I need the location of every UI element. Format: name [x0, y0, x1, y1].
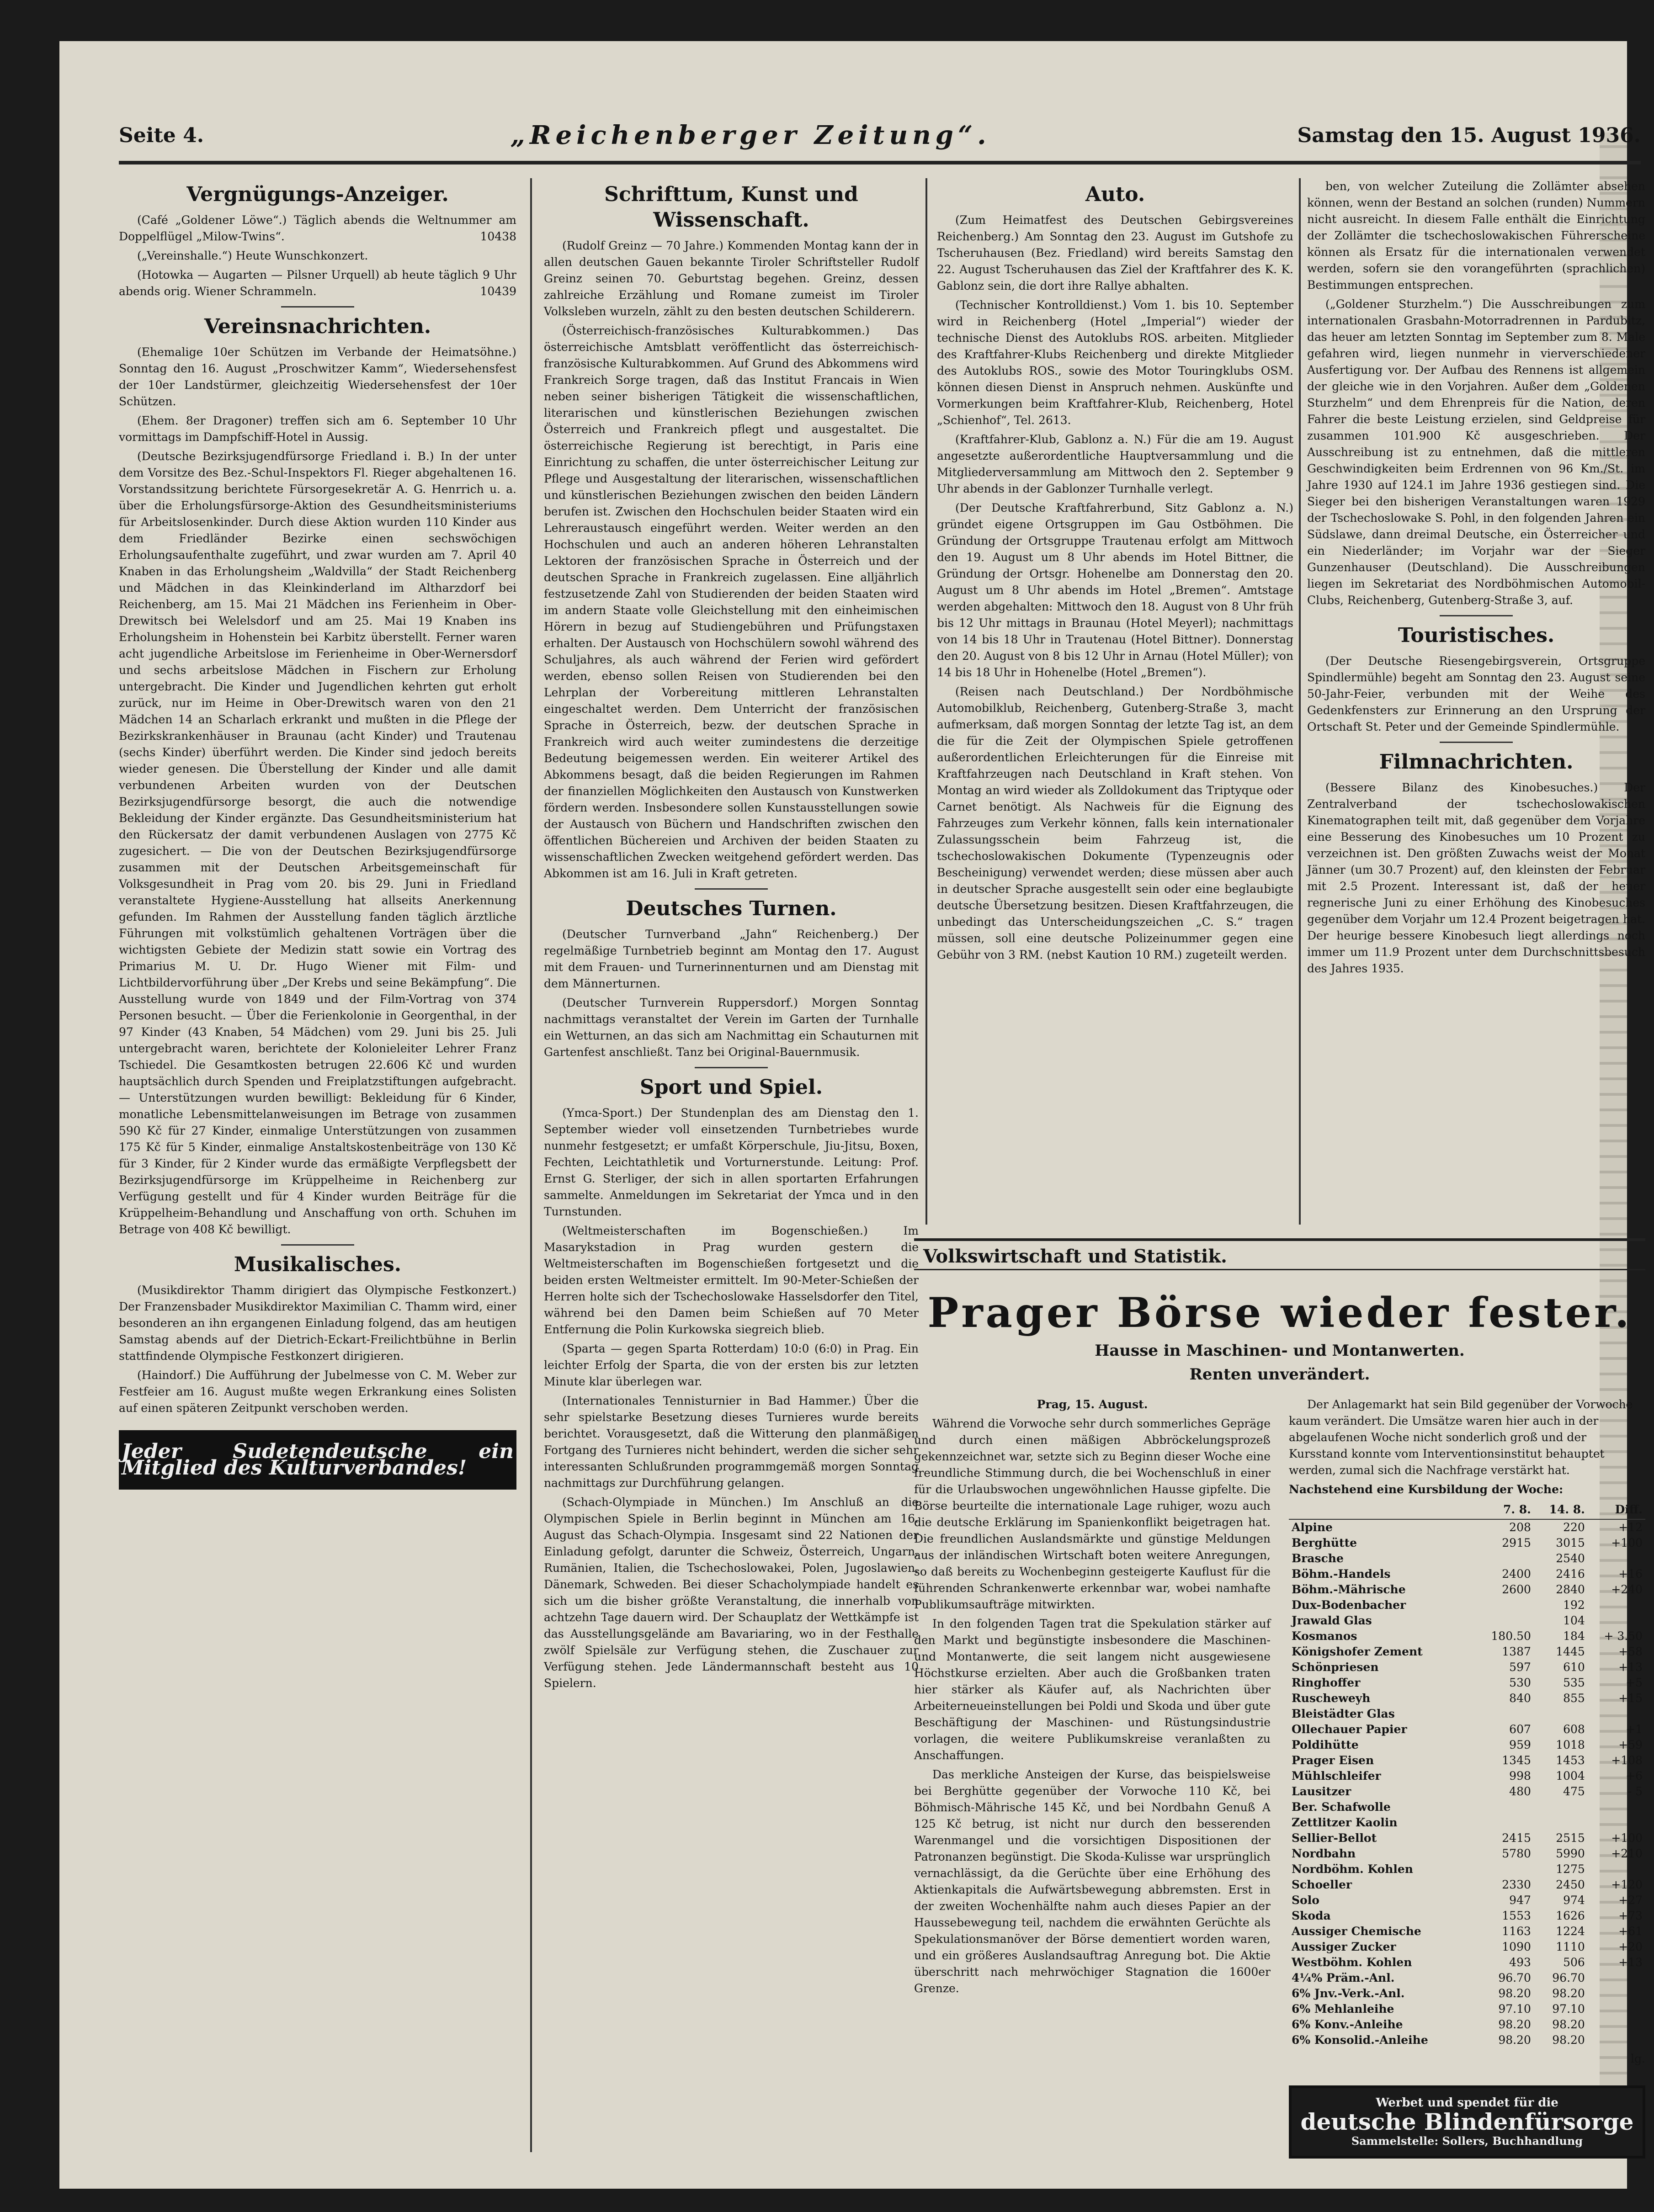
stock-value: +59 — [1618, 1738, 1643, 1751]
stock-name: Schoeller — [1292, 1878, 1352, 1891]
stock-value: 2915 — [1502, 1536, 1531, 1549]
stock-value: 3015 — [1556, 1536, 1585, 1549]
stock-value: 1275 — [1556, 1862, 1585, 1876]
stock-value: 608 — [1563, 1723, 1585, 1736]
table-row — [1289, 1939, 1645, 1955]
column-2 — [544, 178, 919, 2152]
column-1 — [119, 178, 516, 2152]
stock-value — [1474, 1551, 1534, 1566]
table-row — [1289, 1613, 1645, 1628]
article-paragraph: (Zum Heimatfest des Deutschen Gebirgsvereines Reichenberg.) Am Sonntag den 23. August im Gutshofe zu Tscheruhausen (Bez. Friedland) wird bereits Samstag den 22. August Tscheruhausen das Ziel der Kraftfahrer des K. K. Gablonz sein, die dort ihre Rallye abhalten. — [937, 213, 1293, 292]
newspaper-title: „Reichenberger Zeitung“. — [510, 120, 991, 150]
article-paragraph: (Deutscher Turnverband „Jahn“ Reichenberg.) Der regelmäßige Turnbetrieb beginnt am Montag den 17. August mit dem Frauen- und Turnerinnenturnen und am Dienstag mit dem Männerturnen. — [544, 928, 919, 990]
stock-value: 98.20 — [1552, 2033, 1585, 2047]
stock-name: Sellier-Bellot — [1292, 1831, 1377, 1845]
stock-value: +13 — [1618, 1660, 1643, 1674]
table-row — [1289, 1924, 1645, 1939]
table-row — [1289, 1737, 1645, 1753]
ad-line: Werbet und spendet für die — [1376, 2096, 1558, 2110]
table-row — [1289, 1706, 1645, 1722]
table-header-row — [1289, 1501, 1645, 1519]
table-row — [1289, 1582, 1645, 1597]
issue-date: Samstag den 15. August 1936. — [1297, 123, 1641, 147]
article-paragraph: (Der Deutsche Riesengebirgsverein, Ortsgruppe Spindlermühle) begeht am Sonntag den 23. August seine 50-Jahr-Feier, verbunden mit der Weihe des Gedenkfensters zur Erinnerung an den Ursprung der Ortschaft St. Peter und der Gemeinde Spindlermühle. — [1307, 654, 1645, 733]
divider — [1440, 615, 1513, 616]
stock-table — [1289, 1501, 1645, 2048]
article-paragraph: (Deutsche Bezirksjugendfürsorge Friedland i. B.) In der unter dem Vorsitze des Bez.-Schul-Inspektors Fl. Rieger abgehaltenen 16. Vorstandssitzung berichtete Fürsorgesekretär A. G. Henrrich u. a. über die Erholungsfürsorge-Aktion des Gesundheitsministeriums für Arbeitslosenkinder. Durch diese Aktion wurden 110 Kinder aus dem Friedländer Bezirke einen sechswöchigen Erholungsaufenthalte zugeführt, und zwar wurden am 7. April 40 Knaben in das Erholungsheim „Waldvilla“ der Stadt Reichenberg und Mädchen in das Kleinkinderland im Altharzdorf bei Reichenberg, am 15. Mai 21 Mädchen ins Ferienheim in Ober-Drewitsch bei Welelsdorf und am 25. Mai 19 Knaben ins Erholungsheim in Hohenstein bei Karbitz überstellt. Ferner waren acht jugendliche Arbeitslose im Ferienheime in Ober-Wernersdorf und sechs arbeitslose Mädchen in Fischern zur Erholung untergebracht. Die Kinder und Jugendlichen kehrten gut erholt zurück, nur im Heime in Ober-Drewitsch waren von den 21 Mädchen 14 an Scharlach erkrankt und mußten in die Pflege der Bezirkskrankenhäuser in Braunau (acht Kinder) und Trautenau (sechs Kinder) überführt werden. Die Kinder sind jedoch bereits wieder genesen. Die Überstellung der Kinder und alle damit verbundenen Arbeiten wurden von der Deutschen Bezirksjugendfürsorge besorgt, die auch die notwendige Bekleidung der Kinder ergänzte. Das Gesundheitsministerium hat den Rückersatz der damit verbundenen Auslagen von 2775 Kč zugesichert. — Die von der Deutschen Bezirksjugendfürsorge zusammen mit der Deutschen Arbeitsgemeinschaft für Volksgesundheit in Prag vom 20. bis 29. Juni in Friedland veranstaltete Hygiene-Ausstellung hat allseits Anerkennung gefunden. Im Rahmen der Ausstellung fanden täglich ärztliche Führungen mit volkstümlich gehaltenen Vorträgen über die wichtigsten Gebiete der Medizin statt sowie ein Vortrag des Primarius M. U. Dr. Hugo Wiener mit Film- und Lichtbildervorführung über „Der Krebs und seine Bekämpfung“. Die Ausstellung wurde von 1849 und der Film-Vortrag von 374 Personen besucht. — Über die Ferienkolonie in Georgenthal, in der 97 Kinder (43 Knaben, 54 Mädchen) vom 29. Juni bis 25. Juli untergebracht waren, berichtete der Kolonieleiter Lehrer Franz Tschiedel. Die Gesamtkosten betrugen 22.606 Kč und wurden hauptsächlich durch Spenden und Freiplatzstiftungen aufgebracht. — Unterstützungen wurden bewilligt: Bekleidung für 6 Kinder, monatliche Lebensmittelanweisungen im Betrage von zusammen 590 Kč für 27 Kinder, einmalige Unterstützungen von zusammen 175 Kč für 5 Kinder, einmalige Anstaltskostenbeiträge von 130 Kč für 3 Kinder, für 2 Kinder wurde das ermäßigte Verpflegsbett der Bezirksjugendfürsorge im Krüppelheime in Reichenberg zur Verfügung gestellt und für 4 Kinder wurden Beiträge für die Krüppelheim-Behandlung und Anschaffung von orth. Schuhen im Betrage von 408 Kč bewilligt. — [119, 450, 516, 1236]
stock-value: +16 — [1618, 1567, 1643, 1581]
stock-name: 6% Konv.-Anleihe — [1292, 2018, 1403, 2031]
article-paragraph: („Vereinshalle.“) Heute Wunschkonzert. — [137, 249, 368, 262]
table-row — [1289, 1519, 1645, 1535]
ad-line: Sammelstelle: Sollers, Buchhandlung — [1351, 2134, 1583, 2148]
article-paragraph: („Goldener Sturzhelm.“) Die Ausschreibungen zum internationalen Grasbahn-Motorradrennen in Pardubitz, das heuer am letzten Sonntag im September zum 8. Male gefahren wird, liegen nunmehr in vierverschiedener Ausfertigung vor. Der Aufbau des Rennens ist allgemein der gleiche wie in den Vorjahren. Außer dem „Goldenen Sturzhelm“ und dem Ehrenpreis für die Nation, deren Fahrer die beste Leistung erzielen, sind Geldpreise für zusammen 101.900 Kč ausgeschrieben. Der Ausschreibung ist zu entnehmen, daß die mittleren Geschwindigkeiten beim Erdrennen von 96 Km./St. im Jahre 1930 auf 124.1 im Jahre 1936 gestiegen sind. Die Sieger bei den bisherigen Veranstaltungen waren 1929 der Tschechoslowake S. Pohl, in den folgenden Jahren ein Südslawe, dann dreimal Deutsche, ein Österreicher und ein Niederländer; im Vorjahr war der Sieger Gunzenhauser (Deutschland). Die Ausschreibungen liegen im Sekretariat des Nordböhmischen Automobil-Clubs, Reichenberg, Gutenberg-Straße 3, auf. — [1307, 297, 1645, 607]
stock-name: Poldihütte — [1292, 1738, 1359, 1751]
stock-name: Mühlschleifer — [1292, 1769, 1381, 1782]
section-title: Musikalisches. — [234, 1253, 402, 1276]
stock-value: 840 — [1509, 1692, 1531, 1705]
section-title: Vergnügungs-Anzeiger. — [186, 183, 449, 206]
stock-value: 2450 — [1556, 1878, 1585, 1891]
stock-name: 6% Mehlanleihe — [1292, 2002, 1394, 2016]
stock-value — [1588, 1986, 1645, 2001]
stock-name: Nordbahn — [1292, 1847, 1356, 1860]
stock-name: Aussiger Chemische — [1292, 1925, 1421, 1938]
article-paragraph: Das merkliche Ansteigen der Kurse, das beispielsweise bei Berghütte gegenüber der Vorwoche 110 Kč, bei Böhmisch-Mährische 145 Kč, und bei Nordbahn Genuß A 125 Kč betrug, ist nicht nur durch den besserenden Warenmangel und die vorsichtigen Dispositionen der Patronanzen begünstigt. Die Skoda-Kulisse war ursprünglich vernachlässigt, da die Gerüchte über eine Erhöhung des Aktienkapitals die Aufwärtsbewegung abbremsten. Erst in der zweiten Wochenhälfte nahm auch dieses Papier an der Haussebewegung teil, nachdem die erwähnten Gerüchte als Spekulationsmanöver der Börse dementiert worden waren, und ein größeres Auslandsauftrag Anregung bot. Die Aktie überschritt nach mehrwöchiger Stagnation die 1600er Grenze. — [914, 1768, 1271, 1995]
subheadline: Hausse in Maschinen- und Montanwerten. — [1095, 1342, 1465, 1360]
stock-value: +20 — [1618, 1940, 1643, 1953]
stock-value: 535 — [1563, 1676, 1585, 1689]
stock-value — [1534, 1706, 1588, 1722]
article-paragraph: (Reisen nach Deutschland.) Der Nordböhmische Automobilklub, Reichenberg, Gutenberg-Straße 3, macht aufmerksam, daß morgen Sonntag der letzte Tag ist, an dem die für die Zeit der Olympischen Spiele getroffenen außerordentlichen Erleichterungen für die Einreise mit Kraftfahrzeugen nach Deutschland in Kraft stehen. Von Montag an wird wieder als Zolldokument das Triptyque oder Carnet benötigt. Als Nachweis für die Eignung des Fahrzeuges zum Verkehr können, falls kein internationaler Zulassungsschein beim Fahrzeug ist, die tschechoslowakischen Dokumente (Typenzeugnis oder Bescheinigung) verwendet werden; diese müssen aber auch in deutscher Sprache ausgestellt sein oder eine beglaubigte deutsche Übersetzung besitzen. Diesen Kraftfahrzeugen, die unbedingt das Unterscheidungszeichen „C. S.“ tragen müssen, soll eine deutsche Polizeinummer gegen eine Gebühr von 3 RM. (nebst Kaution 10 RM.) zugeteilt werden. — [937, 685, 1293, 961]
stock-value: 1387 — [1502, 1645, 1531, 1658]
stock-value: +100 — [1611, 1831, 1643, 1845]
stock-value: 98.20 — [1498, 1987, 1531, 2000]
divider — [281, 1244, 354, 1246]
table-row — [1289, 1893, 1645, 1908]
article-paragraph: (Ehemalige 10er Schützen im Verbande der Heimatsöhne.) Sonntag den 16. August „Proschwitzer Kamm“, Wiedersehensfest der 10er Landstürmer, gleichzeitig Wiedersehensfest der 10er Schützen. — [119, 345, 516, 408]
stock-value: 2416 — [1556, 1567, 1585, 1581]
stock-value: 5780 — [1502, 1847, 1531, 1860]
stock-value: 1626 — [1556, 1909, 1585, 1922]
stock-value: + 3.50 — [1604, 1629, 1643, 1643]
table-row — [1289, 1722, 1645, 1737]
stock-value: +100 — [1611, 1536, 1643, 1549]
divider — [281, 306, 354, 308]
stock-name: Brasche — [1292, 1552, 1344, 1565]
column-header — [1289, 1501, 1474, 1519]
stock-value: +210 — [1611, 1847, 1643, 1860]
subheadline: Renten unverändert. — [1189, 1365, 1370, 1384]
stock-value: 2330 — [1502, 1878, 1531, 1891]
article-paragraph: (Deutscher Turnverein Ruppersdorf.) Morgen Sonntag nachmittags veranstaltet der Verein im Garten der Turnhalle ein Wetturnen, an das sich am Nachmittag ein Schauturnen mit Gartenfest anschließt. Tanz bei Original-Bauernmusik. — [544, 996, 919, 1059]
stock-value: 597 — [1509, 1660, 1531, 1674]
stock-value: +73 — [1618, 1909, 1643, 1922]
stock-value — [1588, 1799, 1645, 1815]
kulturverband-ad: Jeder Sudetendeutsche ein Mitglied des Kulturverbandes! — [119, 1430, 516, 1490]
table-row — [1289, 1908, 1645, 1924]
article-paragraph: (Technischer Kontrolldienst.) Vom 1. bis 10. September wird in Reichenberg (Hotel „Imperial“) wieder der technische Dienst des Autoklubs ROS. arbeiten. Mitglieder des Kraftfahrer-Klubs Reichenberg und direkte Mitglieder des Autoklubs ROS., sowie des Motor Touringklubs OSM. können diesen Dienst in Anspruch nehmen. Auskünfte und Vormerkungen beim Kraftfahrer-Klub, Reichenberg, Hotel „Schienhof“, Tel. 2613. — [937, 298, 1293, 427]
section-title: Filmnachrichten. — [1379, 750, 1574, 774]
column-header: 14. 8. — [1534, 1501, 1588, 1519]
stock-value: 2540 — [1556, 1552, 1585, 1565]
table-row — [1289, 1660, 1645, 1675]
ad-line: deutsche Blindenfürsorge — [1300, 2108, 1634, 2135]
stock-value — [1588, 1597, 1645, 1613]
stock-value — [1474, 1815, 1534, 1830]
stock-name: Aussiger Zucker — [1292, 1940, 1396, 1953]
stock-name: Kosmanos — [1292, 1629, 1357, 1643]
stock-value: 2600 — [1502, 1583, 1531, 1596]
column-3 — [937, 178, 1293, 1220]
stock-value: 1004 — [1556, 1769, 1585, 1782]
stock-name: Jrawald Glas — [1292, 1614, 1372, 1627]
section-title: Deutsches Turnen. — [626, 897, 837, 920]
stock-value: 208 — [1509, 1521, 1531, 1534]
article-paragraph: (Der Deutsche Kraftfahrerbund, Sitz Gablonz a. N.) gründet eigene Ortsgruppen im Gau Ostböhmen. Die Gründung der Ortsgruppe Trautenau erfolgt am Mittwoch den 19. August um 8 Uhr abends im Hotel Bittner, die Gründung der Ortsgr. Hohenelbe am Donnerstag den 20. August um 8 Uhr abends im Hotel „Bremen“. Amtstage werden abgehalten: Mittwoch den 18. August von 8 Uhr früh bis 12 Uhr mittags in Braunau (Hotel Meyerl); nachmittags von 14 bis 18 Uhr in Trautenau (Hotel Bittner). Donnerstag den 20. August von 8 bis 12 Uhr in Arnau (Hotel Müller); von 14 bis 18 Uhr in Hohenelbe (Hotel „Bremen“). — [937, 501, 1293, 679]
market-table-column — [1289, 1396, 1645, 2159]
section-title: Sport und Spiel. — [639, 1076, 823, 1099]
stock-name: Prager Eisen — [1292, 1754, 1374, 1767]
article-paragraph: (Ymca-Sport.) Der Stundenplan des am Dienstag den 1. September wieder voll einsetzenden Turnbetriebes wurde nunmehr festgesetzt; er umfaßt Körperschule, Jiu-Jitsu, Boxen, Fechten, Leichtathletik und Vorturnerstunde. Leitung: Prof. Ernst G. Sterliger, der sich in allen sportarten Erfahrungen sammelte. Anmeldungen im Sekretariat der Ymca und in den Turnstunden. — [544, 1106, 919, 1218]
stock-value: 1110 — [1556, 1940, 1585, 1953]
stock-value: +13 — [1618, 1956, 1643, 1969]
table-row — [1289, 1566, 1645, 1582]
article-paragraph: (Kraftfahrer-Klub, Gablonz a. N.) Für die am 19. August angesetzte außerordentliche Hauptversammlung und die Mitgliederversammlung am Mittwoch den 2. September 9 Uhr abends in der Gablonzer Turnhalle verlegt. — [937, 433, 1293, 495]
table-row — [1289, 1955, 1645, 1970]
table-row — [1289, 1846, 1645, 1862]
table-row — [1289, 1970, 1645, 1986]
stock-name: 4¼% Präm.-Anl. — [1292, 1971, 1395, 1984]
stock-value: +240 — [1611, 1583, 1643, 1596]
stock-name: Nordböhm. Kohlen — [1292, 1862, 1413, 1876]
section-title: Schrifttum, Kunst und Wissenschaft. — [604, 183, 858, 232]
stock-name: Ber. Schafwolle — [1292, 1800, 1391, 1814]
column-rule — [1299, 178, 1301, 1225]
masthead — [119, 110, 1641, 164]
table-row — [1289, 2032, 1645, 2048]
column-4 — [1307, 178, 1645, 1220]
column-rule — [925, 178, 927, 1225]
table-row — [1289, 1644, 1645, 1660]
article-paragraph: Während die Vorwoche sehr durch sommerliches Gepräge und durch einen mäßigen Abbröckelungsprozeß gekennzeichnet war, setzte sich zu Beginn dieser Woche eine freundliche Stimmung durch, die bei Wochenschluß in einer für die Urlaubswochen ungewöhnlichen Hausse gipfelte. Die Börse beurteilte die internationale Lage ruhiger, wozu auch die deutsche Erklärung im Spanienkonflikt beigetragen hat. Die freundlichen Auslandsmärkte und günstige Meldungen aus der inländischen Wirtschaft boten weitere Anregungen, so daß bereits zu Wochenbeginn gesteigerte Kauflust für die führenden Schrankenwerte erkennbar war, wobei namhafte Publikumsaufträge mitwirkten. — [914, 1417, 1271, 1611]
stock-name: Böhm.-Mährische — [1292, 1583, 1406, 1596]
stock-value — [1588, 2017, 1645, 2032]
table-row — [1289, 1535, 1645, 1551]
stock-value: 97.10 — [1552, 2002, 1585, 2016]
table-row — [1289, 1768, 1645, 1784]
stock-value: 98.20 — [1498, 2033, 1531, 2047]
stock-value — [1534, 1815, 1588, 1830]
divider — [1440, 742, 1513, 743]
stock-value — [1474, 1706, 1534, 1722]
market-report — [914, 1396, 1271, 2159]
article-paragraph: (Ehem. 8er Dragoner) treffen sich am 6. September 10 Uhr vormittags im Dampfschiff-Hotel in Aussig. — [119, 414, 516, 444]
stock-name: 6% Konsolid.-Anleihe — [1292, 2033, 1428, 2047]
stock-value: 1453 — [1556, 1754, 1585, 1767]
stock-name: Westböhm. Kohlen — [1292, 1956, 1412, 1969]
stock-value: +12 — [1618, 1521, 1643, 1534]
newspaper-page — [59, 41, 1645, 2189]
article-paragraph: (Hotowka — Augarten — Pilsner Urquell) ab heute täglich 9 Uhr abends orig. Wiener Schrammeln. 10439 — [119, 268, 516, 298]
article-paragraph: (Musikdirektor Thamm dirigiert das Olympische Festkonzert.) Der Franzensbader Musikdirektor Maximilian C. Thamm wird, einer besonderen an ihn ergangenen Einladung folgend, das am heutigen Samstag abends auf der Dietrich-Eckart-Freilichtbühne in Berlin stattfindende Olympische Festkonzert dirigieren. — [119, 1284, 516, 1363]
stock-value — [1474, 1597, 1534, 1613]
page-number: Seite 4. — [119, 123, 204, 147]
stock-name: Ruscheweyh — [1292, 1692, 1371, 1705]
stock-name: Skoda — [1292, 1909, 1331, 1922]
stock-value: 1090 — [1502, 1940, 1531, 1953]
stock-value: 998 — [1509, 1769, 1531, 1782]
stock-value: +58 — [1618, 1645, 1643, 1658]
stock-value: 220 — [1563, 1521, 1585, 1534]
stock-value: 98.20 — [1498, 2018, 1531, 2031]
stock-value: 607 — [1509, 1723, 1531, 1736]
stock-value: 1163 — [1502, 1925, 1531, 1938]
section-title: Touristisches. — [1398, 624, 1555, 647]
table-row — [1289, 2001, 1645, 2017]
stock-value — [1588, 1613, 1645, 1628]
stock-value: 98.20 — [1552, 2018, 1585, 2031]
stock-value: 1445 — [1556, 1645, 1585, 1658]
column-header: 7. 8. — [1474, 1501, 1534, 1519]
stock-value: 1224 — [1556, 1925, 1585, 1938]
section-title: Auto. — [1085, 183, 1145, 206]
table-row — [1289, 1753, 1645, 1768]
stock-value: 530 — [1509, 1676, 1531, 1689]
divider — [695, 1067, 768, 1068]
article-paragraph: (Weltmeisterschaften im Bogenschießen.) Im Masarykstadion in Prag wurden gestern die Weltmeisterschaften im Bogenschießen fortgesetzt und die beiden ersten Weltmeister ermittelt. Im 90-Meter-Schießen der Herren holte sich der Tschechoslowake Hasselsdorfer den Titel, während bei den Damen beim Schießen auf 70 Meter Entfernung die Polin Kurkowska siegreich blieb. — [544, 1224, 919, 1336]
stock-value: 96.70 — [1552, 1971, 1585, 1984]
stock-value — [1474, 1799, 1534, 1815]
stock-value: 104 — [1563, 1614, 1585, 1627]
table-row — [1289, 1628, 1645, 1644]
stock-name: Königshofer Zement — [1292, 1645, 1423, 1658]
divider — [695, 888, 768, 890]
stock-value: +120 — [1611, 1878, 1643, 1891]
stock-value: 493 — [1509, 1956, 1531, 1969]
stock-name: 6% Jnv.-Verk.-Anl. — [1292, 1987, 1405, 2000]
table-intro: Nachstehend eine Kursbildung der Woche: — [1289, 1483, 1564, 1496]
stock-value: 184 — [1563, 1629, 1585, 1643]
stock-value — [1588, 1970, 1645, 1986]
stock-value — [1588, 1551, 1645, 1566]
table-row — [1289, 1784, 1645, 1799]
stock-value — [1474, 1862, 1534, 1877]
column-header: Diff. — [1588, 1501, 1645, 1519]
stock-value — [1534, 1799, 1588, 1815]
stock-value: 5990 — [1556, 1847, 1585, 1860]
stock-value: - 5 — [1627, 1785, 1643, 1798]
stock-value: +6 — [1626, 1769, 1643, 1782]
author-sign: lg. — [1631, 2052, 1645, 2065]
stock-value: 974 — [1563, 1894, 1585, 1907]
stock-value: 855 — [1563, 1692, 1585, 1705]
stock-value — [1588, 1862, 1645, 1877]
table-row — [1289, 1877, 1645, 1893]
stock-value: 2400 — [1502, 1567, 1531, 1581]
stock-value — [1588, 1706, 1645, 1722]
headline: Prager Börse wieder fester. — [927, 1289, 1632, 1337]
stock-name: Alpine — [1292, 1521, 1333, 1534]
column-rule — [530, 178, 532, 2152]
stock-value: +15 — [1618, 1692, 1643, 1705]
article-paragraph: (Bessere Bilanz des Kinobesuches.) Der Zentralverband der tschechoslowakischen Kinematographen teilt mit, daß gegenüber dem Vorjahre eine Besserung des Kinobesuches um 10 Prozent zu verzeichnen ist. Den größten Zuwachs weist der Monat Jänner (um 30.7 Prozent) auf, den kleinsten der Februar mit 2.5 Prozent. Interessant ist, daß der heuer regnerische Juni zu einer Erhöhung des Kinobesuches gegenüber dem Vorjahr um 12.4 Prozent beigetragen hat. Der heurige bessere Kinobesuch liegt allerdings noch immer um 11.9 Prozent unter dem Durchschnittsbesuch des Jahres 1935. — [1307, 781, 1645, 975]
stock-value: 610 — [1563, 1660, 1585, 1674]
stock-name: Solo — [1292, 1894, 1319, 1907]
economy-section — [914, 1238, 1645, 2152]
table-row — [1289, 2017, 1645, 2032]
article-paragraph: (Schach-Olympiade in München.) Im Anschluß an die Olympischen Spiele in Berlin beginnt in München am 16. August das Schach-Olympia. Insgesamt sind 22 Nationen der Einladung gefolgt, darunter die Schweiz, Österreich, Ungarn, Rumänien, Italien, die Tschechoslowakei, Polen, Jugoslawien, Dänemark, Schweden. Bei dieser Schacholympiade handelt es sich um die bisher größte Veranstaltung, die innerhalb von achtzehn Tage dauern wird. Der Schauplatz der Wettkämpfe ist das Ausstellungsgelände am Bavariaring, wo in der Festhalle zwölf Spielsäle zur Verfügung stehen, die Zuschauer zur Verfügung stehen. Jede Ländermannschaft besteht aus 10 Spielern. — [544, 1496, 919, 1690]
stock-value: 1345 — [1502, 1754, 1531, 1767]
table-row — [1289, 1691, 1645, 1706]
stock-value: 98.20 — [1552, 1987, 1585, 2000]
article-paragraph: (Rudolf Greinz — 70 Jahre.) Kommenden Montag kann der in allen deutschen Gauen bekannte Tiroler Schriftsteller Rudolf Greinz seinen 70. Geburtstag begehen. Greinz, dessen zahlreiche Erzählung und Romane zumeist im Tiroler Volksleben wurzeln, zählt zu den besten deutschen Schilderern. — [544, 239, 919, 318]
stock-value: 2515 — [1556, 1831, 1585, 1845]
stock-value: 2840 — [1556, 1583, 1585, 1596]
stock-value — [1588, 2001, 1645, 2017]
article-paragraph: (Sparta — gegen Sparta Rotterdam) 10:0 (6:0) in Prag. Ein leichter Erfolg der Sparta, die von der ersten bis zur letzten Minute klar überlegen war. — [544, 1342, 919, 1388]
stock-name: Lausitzer — [1292, 1785, 1351, 1798]
section-band: Volkswirtschaft und Statistik. — [914, 1238, 1645, 1270]
table-row — [1289, 1551, 1645, 1566]
article-paragraph: (Café „Goldener Löwe“.) Täglich abends die Weltnummer am Doppelflügel „Milow-Twins“. 10438 — [119, 213, 516, 243]
stock-value: 1018 — [1556, 1738, 1585, 1751]
stock-name: Böhm.-Handels — [1292, 1567, 1391, 1581]
stock-value — [1588, 2032, 1645, 2048]
table-row — [1289, 1815, 1645, 1830]
blindenfuersorge-ad — [1289, 2085, 1645, 2159]
article-paragraph: ben, von welcher Zuteilung die Zollämter absehen können, wenn der Bestand an solchen (runden) Nummern nicht ausreicht. In diesem Falle enthält die Einrichtung der Zollämter die tschechoslowakischen Führerscheine können als Ersatz für die internationalen verwendet werden, sofern sie den vorangeführten (sprachlichen) Bestimmungen entsprechen. — [1307, 180, 1645, 292]
stock-value: 506 — [1563, 1956, 1585, 1969]
stock-value: +5 — [1626, 1676, 1643, 1689]
stock-value: 475 — [1563, 1785, 1585, 1798]
stock-value: 947 — [1509, 1894, 1531, 1907]
article-paragraph: (Haindorf.) Die Aufführung der Jubelmesse von C. M. Weber zur Festfeier am 16. August mußte wegen Erkrankung eines Solisten auf einen späteren Zeitpunkt verschoben werden. — [119, 1369, 516, 1415]
article-paragraph: In den folgenden Tagen trat die Spekulation stärker auf den Markt und begünstigte insbesondere die Maschinen- und Montanwerte, die seit langem nicht ausgewiesene Höchstkurse erzielten. Aber auch die Großbanken traten hier stärker als Käufer auf, als Nachrichten über Arbeiterneueinstellungen bei Poldi und Skoda und über gute Beschäftigung der Maschinen- und Rüstungsindustrie vorlagen, die weitere Publikumskreise veranlaßten zu Anschaffungen. — [914, 1617, 1271, 1762]
table-row — [1289, 1830, 1645, 1846]
article-paragraph: (Österreichisch-französisches Kulturabkommen.) Das österreichische Amtsblatt veröffentlicht das österreichisch-französische Kulturabkommen. Auf Grund des Abkommens wird Frankreich Sorge tragen, daß das Institut Francais in Wien neben seiner bisherigen Tätigkeit die wissenschaftlichen, literarischen und künstlerischen Beziehungen zwischen Österreich und Frankreich pflegt und ausgestaltet. Die österreichische Regierung ist berechtigt, in Paris eine Einrichtung zu schaffen, die unter österreichischer Leitung zur Pflege und Ausgestaltung der literarischen, wissenschaftlichen und künstlerischen Beziehungen zwischen den beiden Ländern berufen ist. Zwischen den Hochschulen beider Staaten wird ein Lehreraustausch eingeführt werden. Weiter werden an den Hochschulen und auch an anderen höheren Lehranstalten Lektoren der französischen Sprache in Österreich und der deutschen Sprache in Frankreich zugelassen. Eine alljährlich festzusetzende Zahl von Studierenden der beiden Staaten wird im andern Staate volle Gleichstellung mit den einheimischen Hörern in bezug auf Studiengebühren und Prüfungstaxen erhalten. Der Austausch von Hochschülern sowohl während des Schuljahres, als auch während der Ferien wird gefördert werden, ebenso sollen Reisen von Studierenden bei den Lehrplan der Vorbereitung mittleren Lehranstalten eingeschaltet werden. Dem Unterricht der französischen Sprache in Österreich, bezw. der deutschen Sprache in Frankreich wird auch weiter zumindestens die derzeitige Bedeutung beigemessen werden. Ein weiterer Artikel des Abkommens besagt, daß die beiden Regierungen im Rahmen der finanziellen Möglichkeiten den Austausch von Kunstwerken fördern werden. Insbesondere sollen Kunstausstellungen sowie der Austausch von Büchern und Handschriften zwischen den öffentlichen Büchereien und Archiven der beiden Staaten zu wissenschaftlichen Zwecken weitgehend gefördert werden. Das Abkommen ist am 16. Juli in Kraft getreten. — [544, 324, 919, 880]
stock-name: Schönpriesen — [1292, 1660, 1379, 1674]
stock-value: 180.50 — [1491, 1629, 1531, 1643]
stock-name: Zettlitzer Kaolin — [1292, 1816, 1398, 1829]
stock-name: Bleistädter Glas — [1292, 1707, 1395, 1720]
stock-name: Ringhoffer — [1292, 1676, 1361, 1689]
table-row — [1289, 1986, 1645, 2001]
stock-value: 480 — [1509, 1785, 1531, 1798]
section-title: Vereinsnachrichten. — [204, 315, 431, 338]
stock-name: Berghütte — [1292, 1536, 1357, 1549]
stock-value: 2415 — [1502, 1831, 1531, 1845]
stock-value: +27 — [1618, 1894, 1643, 1907]
stock-name: Ollechauer Papier — [1292, 1723, 1407, 1736]
stock-value: +1 — [1626, 1723, 1643, 1736]
table-row — [1289, 1799, 1645, 1815]
stock-name: Dux-Bodenbacher — [1292, 1598, 1406, 1612]
table-row — [1289, 1862, 1645, 1877]
article-paragraph: Der Anlagemarkt hat sein Bild gegenüber der Vorwoche kaum verändert. Die Umsätze waren hier auch in der abgelaufenen Woche nicht sonderlich groß und der Kursstand konnte vom Interventionsinstitut behauptet werden, zumal sich die Nachfrage verstärkt hat. — [1289, 1398, 1633, 1477]
table-row — [1289, 1597, 1645, 1613]
stock-value: 97.10 — [1498, 2002, 1531, 2016]
stock-value: 959 — [1509, 1738, 1531, 1751]
stock-value: 192 — [1563, 1598, 1585, 1612]
stock-value — [1474, 1613, 1534, 1628]
stock-value — [1588, 1815, 1645, 1830]
stock-value: 1553 — [1502, 1909, 1531, 1922]
table-row — [1289, 1675, 1645, 1691]
stock-value: 96.70 — [1498, 1971, 1531, 1984]
stock-value: +108 — [1611, 1754, 1643, 1767]
stock-value: +61 — [1618, 1925, 1643, 1938]
article-paragraph: (Internationales Tennisturnier in Bad Hammer.) Über die sehr spielstarke Besetzung dieses Turnieres wurde bereits berichtet. Vorausgesetzt, daß die Witterung den planmäßigen Fortgang des Turnieres nicht behindert, werden die sicher sehr interessanten Schlußrunden programmgemäß morgen Sonntag nachmittags zur Durchführung gelangen. — [544, 1394, 919, 1490]
dateline: Prag, 15. August. — [1037, 1398, 1148, 1411]
